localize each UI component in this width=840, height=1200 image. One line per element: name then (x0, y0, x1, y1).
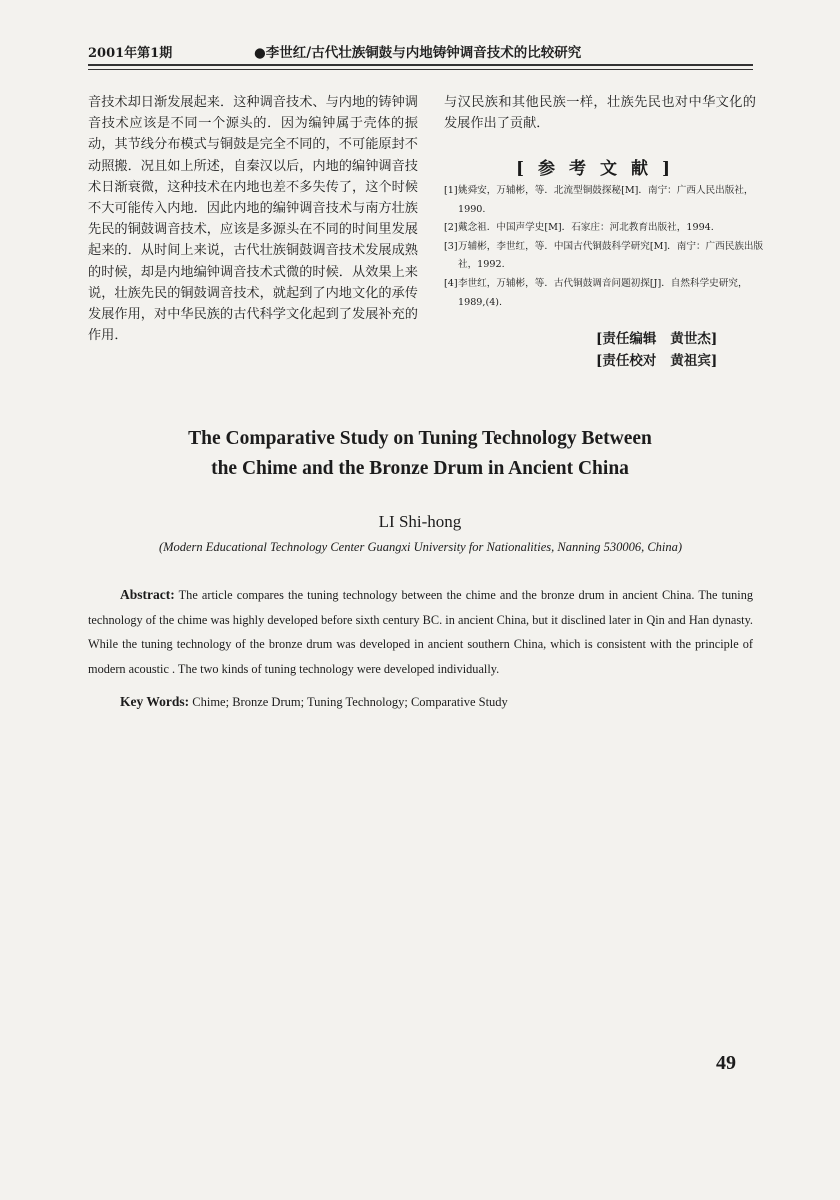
english-title-line-2: the Chime and the Bronze Drum in Ancient China (211, 458, 629, 479)
header-rule-thick (88, 64, 753, 66)
page-number: 49 (716, 1052, 736, 1074)
reference-number: [4] (444, 277, 458, 289)
english-keywords (120, 694, 760, 710)
running-header (88, 40, 753, 64)
english-title (100, 424, 740, 484)
reference-number: [2] (444, 222, 458, 234)
reference-text: 姚舜安，万辅彬，等．北流型铜鼓探秘[M]．南宁：广西人民出版社，1990. (458, 185, 754, 215)
editor-name: 黄世杰] (670, 331, 718, 347)
keywords-label: Key Words: (120, 694, 190, 709)
proofreader-name: 黄祖宾] (670, 353, 718, 369)
english-abstract (88, 583, 753, 681)
body-paragraph-end: 与汉民族和其他民族一样，壮族先民也对中华文化的发展作出了贡献． (444, 95, 756, 132)
reference-text: 李世红，万辅彬，等．古代铜鼓调音问题初探[J]．自然科学史研究，1989,(4). (458, 277, 748, 308)
body-column-right (444, 92, 756, 134)
proofreader-line (596, 350, 766, 372)
abstract-label: Abstract: (120, 587, 175, 602)
reference-item (444, 238, 770, 275)
reference-item (444, 219, 770, 238)
running-title: ●李世红/古代壮族铜鼓与内地铸钟调音技术的比较研究 (254, 45, 582, 61)
keywords-text: Chime; Bronze Drum; Tuning Technology; Comparative Study (192, 695, 508, 709)
header-rule-thin (88, 69, 753, 70)
reference-item (444, 182, 770, 219)
reference-item (444, 275, 770, 312)
english-title-line-1: The Comparative Study on Tuning Technology Between (188, 428, 652, 449)
proofreader-role: [责任校对 (596, 353, 657, 369)
reference-number: [3] (444, 240, 458, 252)
body-paragraph: 音技术却日渐发展起来．这种调音技术、与内地的铸钟调音技术应该是不同一个源头的．因为编钟属于壳体的振动，其节线分布模式与铜鼓是完全不同的，不可能原封不动照搬．况且如上所述，自秦汉以后，内地的编钟调音技术日渐衰微，这种技术在内地也差不多失传了，这个时候不大可能传入内地．因此内地的编钟调音技术与南方壮族先民的铜鼓调音技术，应该是多源头在不同的时间里发展起来的．从时间上来说，古代壮族铜鼓调音技术发展成熟的时候，却是内地编钟调音技术式微的时候．从效果上来说，壮族先民的铜鼓调音技术，就起到了内地文化的承传发展作用，对中华民族的古代科学文化起到了发展补充的作用． (88, 95, 418, 344)
issue-label: 2001年第1期 (88, 46, 173, 61)
editor-role: [责任编辑 (596, 331, 657, 347)
references-heading: [参考文献] (515, 159, 685, 179)
body-column-left (88, 92, 418, 346)
editor-credits (596, 328, 766, 372)
reference-text: 戴念祖．中国声学史[M]．石家庄：河北教育出版社，1994. (458, 222, 714, 234)
reference-text: 万辅彬，李世红，等．中国古代铜鼓科学研究[M]．南宁：广西民族出版社，1992. (458, 240, 764, 271)
reference-number: [1] (444, 185, 458, 196)
author-name: LI Shi-hong (378, 512, 462, 531)
reference-list (444, 182, 770, 312)
editor-line (596, 328, 766, 350)
abstract-text: The article compares the tuning technology between the chime and the bronze drum in ancient China. The tuning technology of the chime was highly developed before sixth century BC. in ancient China, but it disclined later in Qin and Han dynasty. While the tuning technology of the bronze drum was developed in ancient southern China, which is consistent with the principle of modern acoustic . The two kinds of tuning technology were developed individually. (88, 588, 753, 676)
author-affiliation: (Modern Educational Technology Center Guangxi University for Nationalities, Nanning 530006, China) (158, 540, 683, 554)
